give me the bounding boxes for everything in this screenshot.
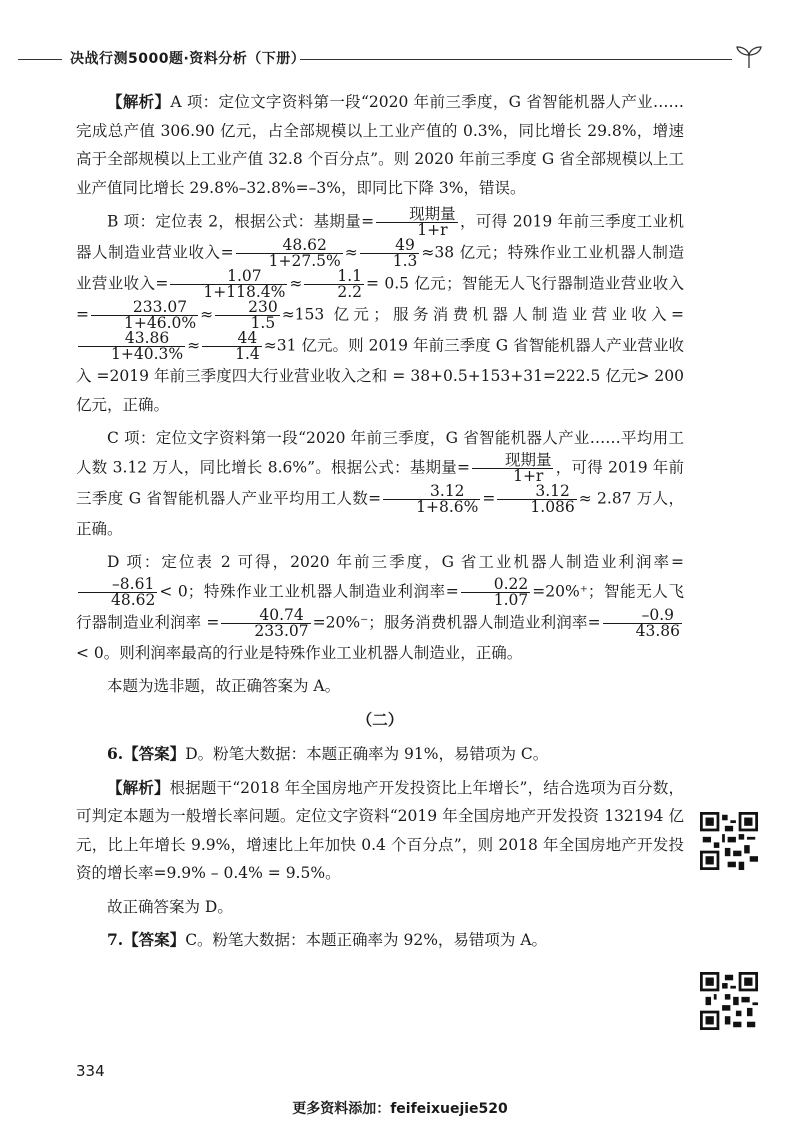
- text-segment: ≈31 亿元。则 2019 年前三季度 G 省智能机器人产业营业收入 =2019 年前三季度四大行业营业收入之和 = 38+0.5+153+31=222.5 亿元> 200 亿元，正确。: [76, 336, 684, 414]
- section-heading: （二）: [356, 709, 404, 729]
- fraction: [360, 238, 420, 269]
- fraction-numerator: 3.12: [497, 484, 576, 500]
- header-rule-right: [300, 59, 732, 60]
- analysis-item-b: [76, 207, 684, 419]
- fraction-numerator: 233.07: [91, 300, 198, 316]
- fraction: [383, 481, 480, 516]
- answer-q6: [76, 740, 684, 769]
- text-segment: < 0。则利润率最高的行业是特殊作业工业机器人制造业，正确。: [76, 643, 523, 662]
- fraction: [170, 269, 287, 300]
- text-segment: =20%⁺；智能无人飞行器制造业利润率 =: [76, 582, 685, 631]
- analysis-text: 根据题干“2018 年全国房地产开发投资比上年增长”，结合选项为百分数，可判定本题为一般增长率问题。定位文字资料“2019 年全国房地产开发投资 132194 亿元，比上年增长 9.9%，增速比上年加快 0.4 个百分点”，则 2018 年全国房地产开发投资的增长率=9.9% – 0.4% = 9.5%。: [76, 778, 684, 882]
- fraction-denominator: 43.86: [635, 621, 680, 640]
- answer-tag: 7.【答案】: [107, 930, 186, 949]
- conclusion-q6: 故正确答案为 D。: [107, 897, 233, 916]
- fraction-denominator: 1+8.6%: [416, 497, 479, 516]
- page-number: 334: [76, 1062, 105, 1080]
- fraction-numerator: 现期量: [376, 207, 458, 223]
- fraction-numerator: 49: [360, 238, 420, 254]
- fraction-numerator: 1.07: [170, 269, 287, 285]
- qr-code-icon[interactable]: [700, 812, 758, 870]
- fraction-denominator: 1.3: [392, 252, 418, 270]
- fraction-numerator: –8.61: [78, 577, 157, 593]
- text-segment: =20%⁻；服务消费机器人制造业利润率=: [312, 613, 601, 631]
- fraction: [215, 300, 280, 331]
- fraction-denominator: 1.4: [235, 345, 260, 363]
- fraction: [497, 481, 576, 516]
- fraction: [91, 300, 198, 331]
- conclusion-q5: 本题为选非题，故正确答案为 A。: [107, 677, 341, 695]
- qr-code-icon[interactable]: [700, 972, 758, 1030]
- fraction: [221, 605, 310, 640]
- page-content: [76, 88, 684, 960]
- fraction-denominator: 1+46.0%: [124, 314, 197, 332]
- fraction-denominator: 1.07: [493, 590, 529, 609]
- fraction: [78, 574, 157, 609]
- text-segment: ，可得 2019 年前三季度 G 省智能机器人产业平均用工人数=: [76, 458, 684, 507]
- fraction: [461, 574, 531, 609]
- fraction-numerator: 230: [215, 300, 280, 316]
- fraction-numerator: 0.22: [461, 577, 531, 593]
- fraction-denominator: 1+r: [417, 221, 448, 239]
- text-segment: B 项：定位表 2，根据公式：基期量=: [107, 212, 375, 231]
- text-segment: ≈: [187, 336, 201, 355]
- fraction-denominator: 2.2: [337, 283, 363, 301]
- text-segment: ≈: [200, 305, 214, 324]
- fraction-numerator: 48.62: [236, 238, 343, 254]
- fraction: [78, 331, 185, 362]
- fraction-numerator: 1.1: [304, 269, 364, 285]
- text-segment: ≈ 2.87 万人，正确。: [76, 489, 684, 538]
- text-segment: =: [482, 489, 496, 507]
- sprout-icon: [734, 44, 764, 70]
- fraction-denominator: 1+r: [513, 466, 544, 485]
- fraction-numerator: 40.74: [221, 608, 310, 624]
- answer-q7: [76, 926, 684, 955]
- text-segment: ，可得 2019 年前三季度工业机器人制造业营业收入=: [76, 212, 684, 262]
- footer-note: 更多资料添加：feifeixuejie520: [292, 1101, 508, 1117]
- analysis-tag: 【解析】: [107, 777, 170, 797]
- analysis-item-a: [76, 88, 684, 202]
- analysis-a-text: A 项：定位文字资料第一段“2020 年前三季度，G 省智能机器人产业……完成总产值 306.90 亿元，占全部规模以上工业产值的 0.3%，同比增长 29.8%，增速高于全部规模以上工业产值 32.8 个百分点”。则 2020 年前三季度 G 省全部规模以上工业产值同比增长 29.8%–32.8%=–3%，即同比下降 3%，错误。: [76, 93, 684, 197]
- text-segment: ≈: [344, 243, 358, 262]
- answer-text: C。粉笔大数据：本题正确率为 92%，易错项为 A。: [185, 931, 548, 949]
- fraction-denominator: 1.086: [530, 497, 575, 516]
- fraction: [202, 331, 262, 362]
- running-header: [0, 44, 800, 74]
- fraction-denominator: 48.62: [111, 590, 156, 609]
- text-segment: < 0；特殊作业工业机器人制造业利润率=: [159, 582, 459, 600]
- text-segment: ≈: [289, 274, 303, 293]
- fraction-numerator: 44: [202, 331, 262, 347]
- fraction-denominator: 1+27.5%: [268, 252, 341, 270]
- fraction-numerator: 3.12: [383, 484, 480, 500]
- fraction: [472, 450, 554, 485]
- analysis-tag: 【解析】: [107, 92, 171, 111]
- fraction-denominator: 1.5: [250, 314, 276, 332]
- text-segment: ≈38 亿元；特殊作业工业机器人制造业营业收入=: [76, 243, 684, 293]
- text-segment: ≈153 亿元；服务消费机器人制造业营业收入=: [281, 305, 684, 324]
- fraction: [304, 269, 364, 300]
- header-title: 决战行测5000题·资料分析（下册）: [70, 51, 306, 67]
- header-rule-left: [18, 59, 62, 60]
- text-segment: D 项：定位表 2 可得，2020 年前三季度，G 省工业机器人制造业利润率=: [107, 553, 684, 571]
- text-segment: C 项：定位文字资料第一段“2020 年前三季度，G 省智能机器人产业……平均用工人数 3.12 万人，同比增长 8.6%”。根据公式：基期量=: [76, 429, 684, 476]
- text-segment: = 0.5 亿元；智能无人飞行器制造业营业收入=: [76, 274, 684, 324]
- fraction-numerator: 现期量: [472, 453, 554, 469]
- analysis-q6: [76, 774, 684, 888]
- fraction: [236, 238, 343, 269]
- fraction-numerator: –0.9: [603, 608, 682, 624]
- fraction-denominator: 233.07: [254, 621, 309, 640]
- fraction-denominator: 1+40.3%: [111, 345, 184, 363]
- fraction: [376, 207, 458, 238]
- fraction: [603, 605, 682, 640]
- answer-text: D。粉笔大数据：本题正确率为 91%，易错项为 C。: [185, 745, 549, 763]
- analysis-item-d: [76, 548, 684, 667]
- answer-tag: 6.【答案】: [107, 744, 186, 763]
- fraction-denominator: 1+118.4%: [203, 283, 286, 301]
- analysis-item-c: [76, 424, 684, 543]
- fraction-numerator: 43.86: [78, 331, 185, 347]
